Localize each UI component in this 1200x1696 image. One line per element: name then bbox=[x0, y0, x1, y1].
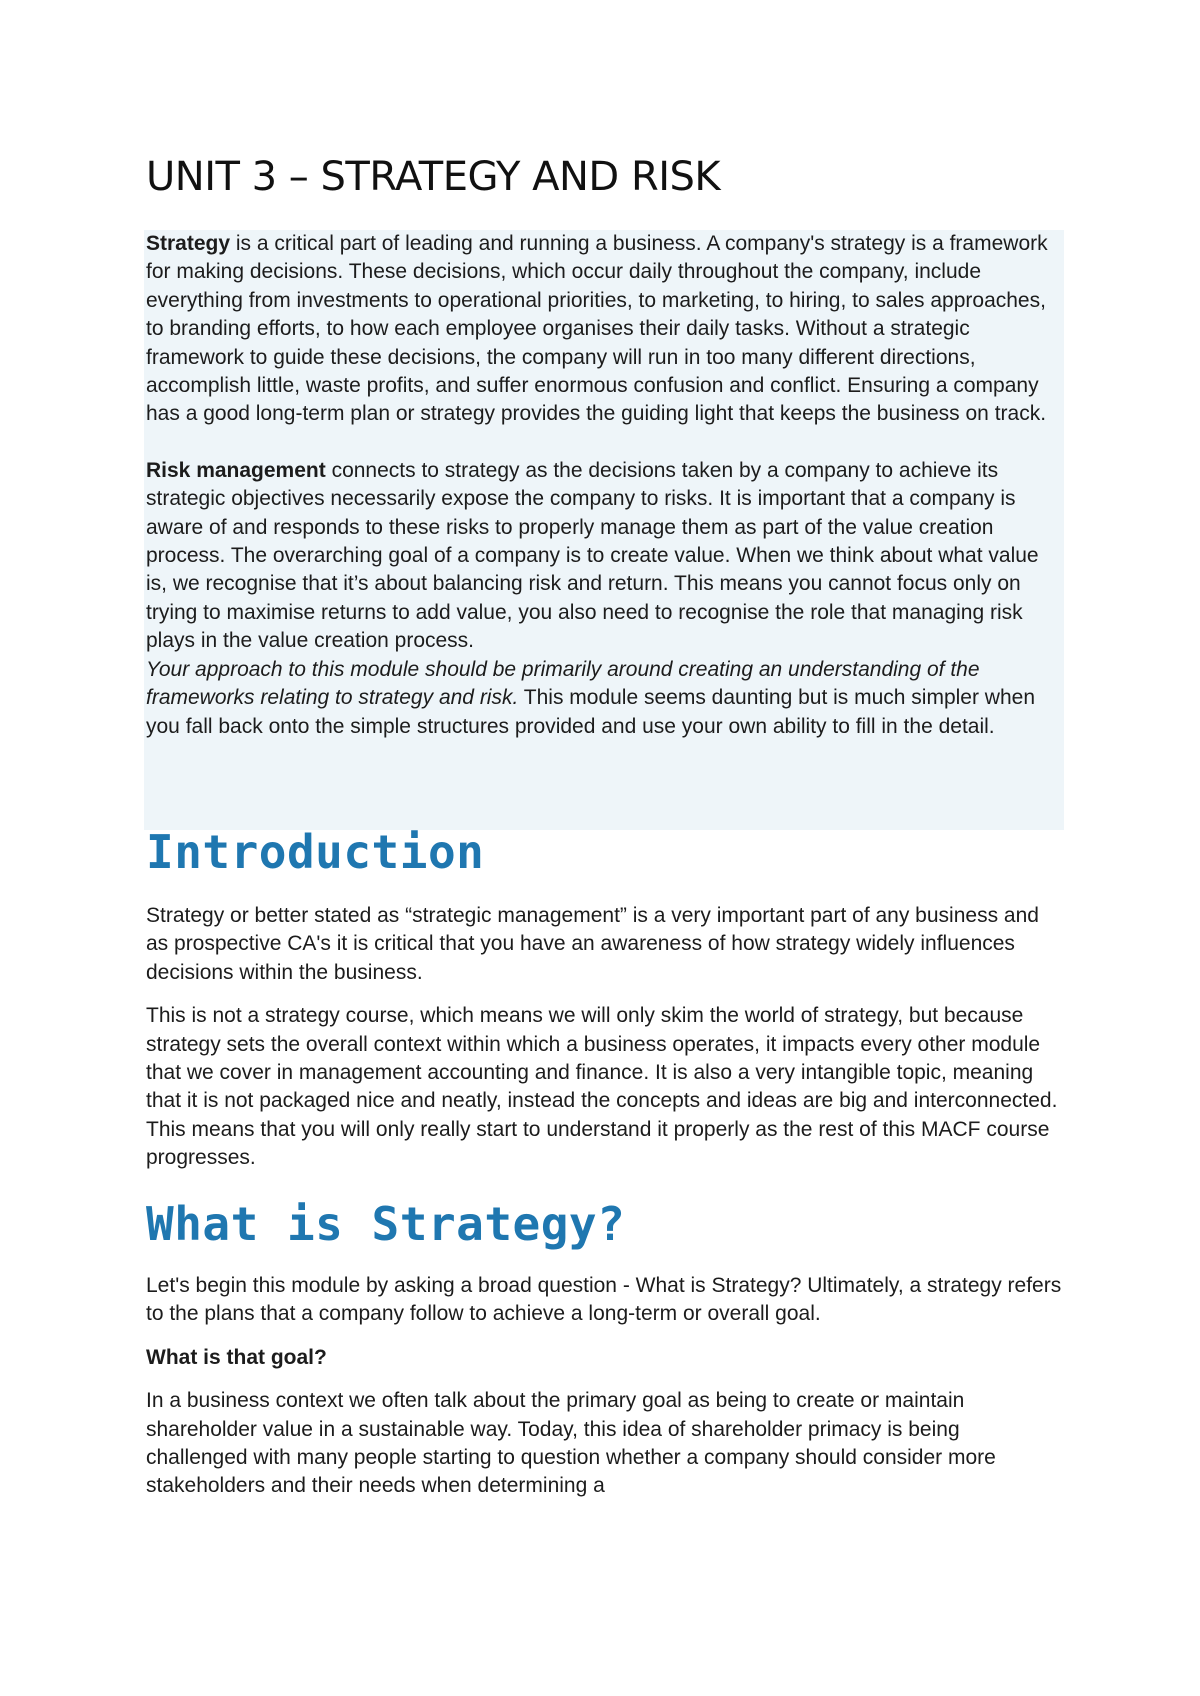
introduction-body bbox=[146, 902, 1066, 1188]
what-is-that-goal-subheading: What is that goal? bbox=[146, 1345, 327, 1369]
strategy-definition: is a critical part of leading and running a business. A company's strategy is a framework for making decisions. These decisions, which occur daily throughout the company, include everything from investments to operational priorities, to marketing, to hiring, to sales approaches, to branding efforts, to how each employee organises their daily tasks. Without a strategic framework to guide these decisions, the company will run in too many different directions, accomplish little, waste profits, and suffer enormous confusion and conflict. Ensuring a company has a good long-term plan or strategy provides the guiding light that keeps the business on track. bbox=[146, 232, 1048, 426]
introduction-paragraph-2: This is not a strategy course, which means we will only skim the world of strategy, but because strategy sets the overall context within which a business operates, it impacts every other module that we cover in management accounting and finance. It is also a very intangible topic, meaning that it is not packaged nice and neatly, instead the concepts and ideas are big and interconnected. This means that you will only really start to understand it properly as the rest of this MACF course progresses. bbox=[146, 1004, 1058, 1170]
module-approach-text: This module seems daunting but is much simpler when you fall back onto the simple structures provided and use your own ability to fill in the detail. bbox=[146, 686, 1036, 738]
what-is-strategy-body bbox=[146, 1272, 1066, 1516]
risk-management-term: Risk management bbox=[146, 458, 326, 482]
module-approach-paragraph bbox=[146, 656, 1062, 741]
strategy-paragraph bbox=[146, 230, 1062, 429]
what-is-strategy-paragraph-2: In a business context we often talk about the primary goal as being to create or maintain shareholder value in a sustainable way. Today, this idea of shareholder primacy is being challenged with many people starting to question whether a company should consider more stakeholders and their needs when determining a bbox=[146, 1389, 996, 1498]
what-is-strategy-paragraph-1: Let's begin this module by asking a broad question - What is Strategy? Ultimately, a strategy refers to the plans that a company follow to achieve a long-term or overall goal. bbox=[146, 1274, 1062, 1326]
introduction-paragraph-1: Strategy or better stated as “strategic management” is a very important part of any business and as prospective CA's it is critical that you have an awareness of how strategy widely influences decisions within the business. bbox=[146, 904, 1039, 984]
paragraph-spacer bbox=[146, 429, 1062, 457]
what-is-strategy-heading: What is Strategy? bbox=[146, 1197, 626, 1251]
risk-management-definition: connects to strategy as the decisions taken by a company to achieve its strategic objectives necessarily expose the company to risks. It is important that a company is aware of and responds to these risks to properly manage them as part of the value creation process. The overarching goal of a company is to create value. When we think about what value is, we recognise that it’s about balancing risk and return. This means you cannot focus only on trying to maximise returns to add value, you also need to recognise the role that managing risk plays in the value creation process. bbox=[146, 458, 1039, 653]
strategy-term: Strategy bbox=[146, 232, 231, 255]
risk-management-paragraph bbox=[146, 457, 1062, 656]
module-approach-emphasis: Your approach to this module should be primarily around creating an understanding of the frameworks relating to strategy and risk. bbox=[146, 657, 980, 710]
page-title: UNIT 3 – STRATEGY AND RISK bbox=[146, 154, 721, 200]
introduction-heading: Introduction bbox=[146, 825, 485, 879]
intro-highlight-box bbox=[144, 230, 1064, 830]
